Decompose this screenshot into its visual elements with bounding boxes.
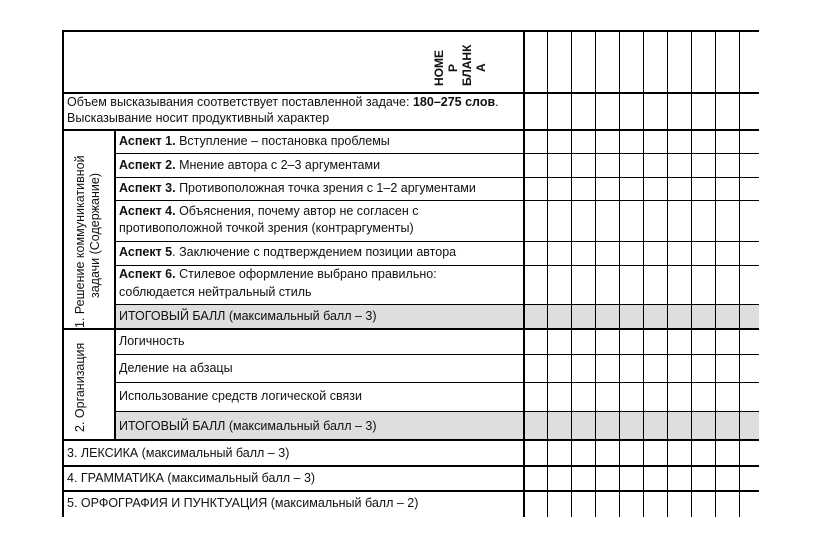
section1-total: ИТОГОВЫЙ БАЛЛ (максимальный балл – 3) <box>119 309 377 323</box>
aspect-1 <box>119 133 390 150</box>
row-line <box>115 241 759 242</box>
score-column-line <box>715 30 716 517</box>
aspect-6-title: Аспект 6. <box>119 267 176 281</box>
row-line <box>115 304 759 305</box>
row-line <box>62 129 759 131</box>
score-column-line <box>571 30 572 517</box>
section1-label-line2: задачи (Содержание) <box>88 173 102 298</box>
aspect-3 <box>119 180 476 197</box>
aspect-4 <box>119 203 419 220</box>
group-divider <box>114 129 116 440</box>
row-line <box>62 328 759 330</box>
row-line <box>62 490 759 492</box>
aspect-6 <box>119 266 437 283</box>
section3-lexis: 3. ЛЕКСИКА (максимальный балл – 3) <box>67 446 290 460</box>
aspect-3-text: Противоположная точка зрения с 1–2 аргументами <box>175 181 476 195</box>
aspect-5-text: . Заключение с подтверждением позиции автора <box>172 245 457 259</box>
row-line <box>115 382 759 383</box>
section1-label-line1: 1. Решение коммуникативной <box>73 155 87 328</box>
intro-line2: Высказывание носит продуктивный характер <box>67 111 330 125</box>
row-line <box>115 153 759 154</box>
intro-word-count: 180–275 слов <box>412 95 496 109</box>
score-column-line <box>595 30 596 517</box>
row-line <box>115 177 759 178</box>
aspect-6-line2: соблюдается нейтральный стиль <box>119 285 312 299</box>
section5-spelling: 5. ОРФОГРАФИЯ И ПУНКТУАЦИЯ (максимальный балл – 2) <box>67 496 419 510</box>
aspect-4-text: Объяснения, почему автор не согласен с <box>175 204 419 218</box>
aspect-5-title: Аспект 5 <box>119 245 173 259</box>
header-line: Р <box>446 63 460 72</box>
aspect-1-title: Аспект 1. <box>119 134 176 148</box>
row-line <box>62 465 759 467</box>
aspect-4-title: Аспект 4. <box>119 204 176 218</box>
aspect-6-text: Стилевое оформление выбрано правильно: <box>175 267 437 281</box>
aspect-1-text: Вступление – постановка проблемы <box>175 134 390 148</box>
score-column-line <box>547 30 548 517</box>
score-column-line <box>619 30 620 517</box>
section2-total: ИТОГОВЫЙ БАЛЛ (максимальный балл – 3) <box>119 419 377 433</box>
score-column-line <box>643 30 644 517</box>
row-line <box>115 354 759 355</box>
header-line: БЛАНК <box>460 44 474 86</box>
score-column-line <box>667 30 668 517</box>
intro-line1-prefix: Объем высказывания соответствует поставленной задаче: <box>67 95 413 109</box>
score-column-line <box>691 30 692 517</box>
header-form-number <box>432 45 488 86</box>
score-column-line <box>523 30 525 517</box>
aspect-4-line2: противоположной точкой зрения (контраргументы) <box>119 221 414 235</box>
row-line <box>115 411 759 412</box>
aspect-3-title: Аспект 3. <box>119 181 176 195</box>
section4-grammar: 4. ГРАММАТИКА (максимальный балл – 3) <box>67 471 316 485</box>
header-line: НОМЕ <box>432 50 446 86</box>
aspect-2-text: Мнение автора с 2–3 аргументами <box>175 158 381 172</box>
organization-item-linking: Использование средств логической связи <box>119 389 362 403</box>
aspect-2 <box>119 157 380 174</box>
row-line <box>62 439 759 441</box>
intro-line1 <box>67 94 499 111</box>
row-line <box>115 200 759 201</box>
organization-item-logic: Логичность <box>119 334 185 348</box>
grid-left-border <box>62 30 64 517</box>
score-column-line <box>739 30 740 517</box>
section1-label <box>73 155 103 328</box>
section2-label: 2. Организация <box>73 342 87 432</box>
header-line: А <box>474 63 488 72</box>
grid-top-border <box>62 30 759 32</box>
organization-item-paragraphs: Деление на абзацы <box>119 361 233 375</box>
intro-line1-suffix: . <box>495 95 499 109</box>
aspect-5 <box>119 244 456 261</box>
aspect-2-title: Аспект 2. <box>119 158 176 172</box>
